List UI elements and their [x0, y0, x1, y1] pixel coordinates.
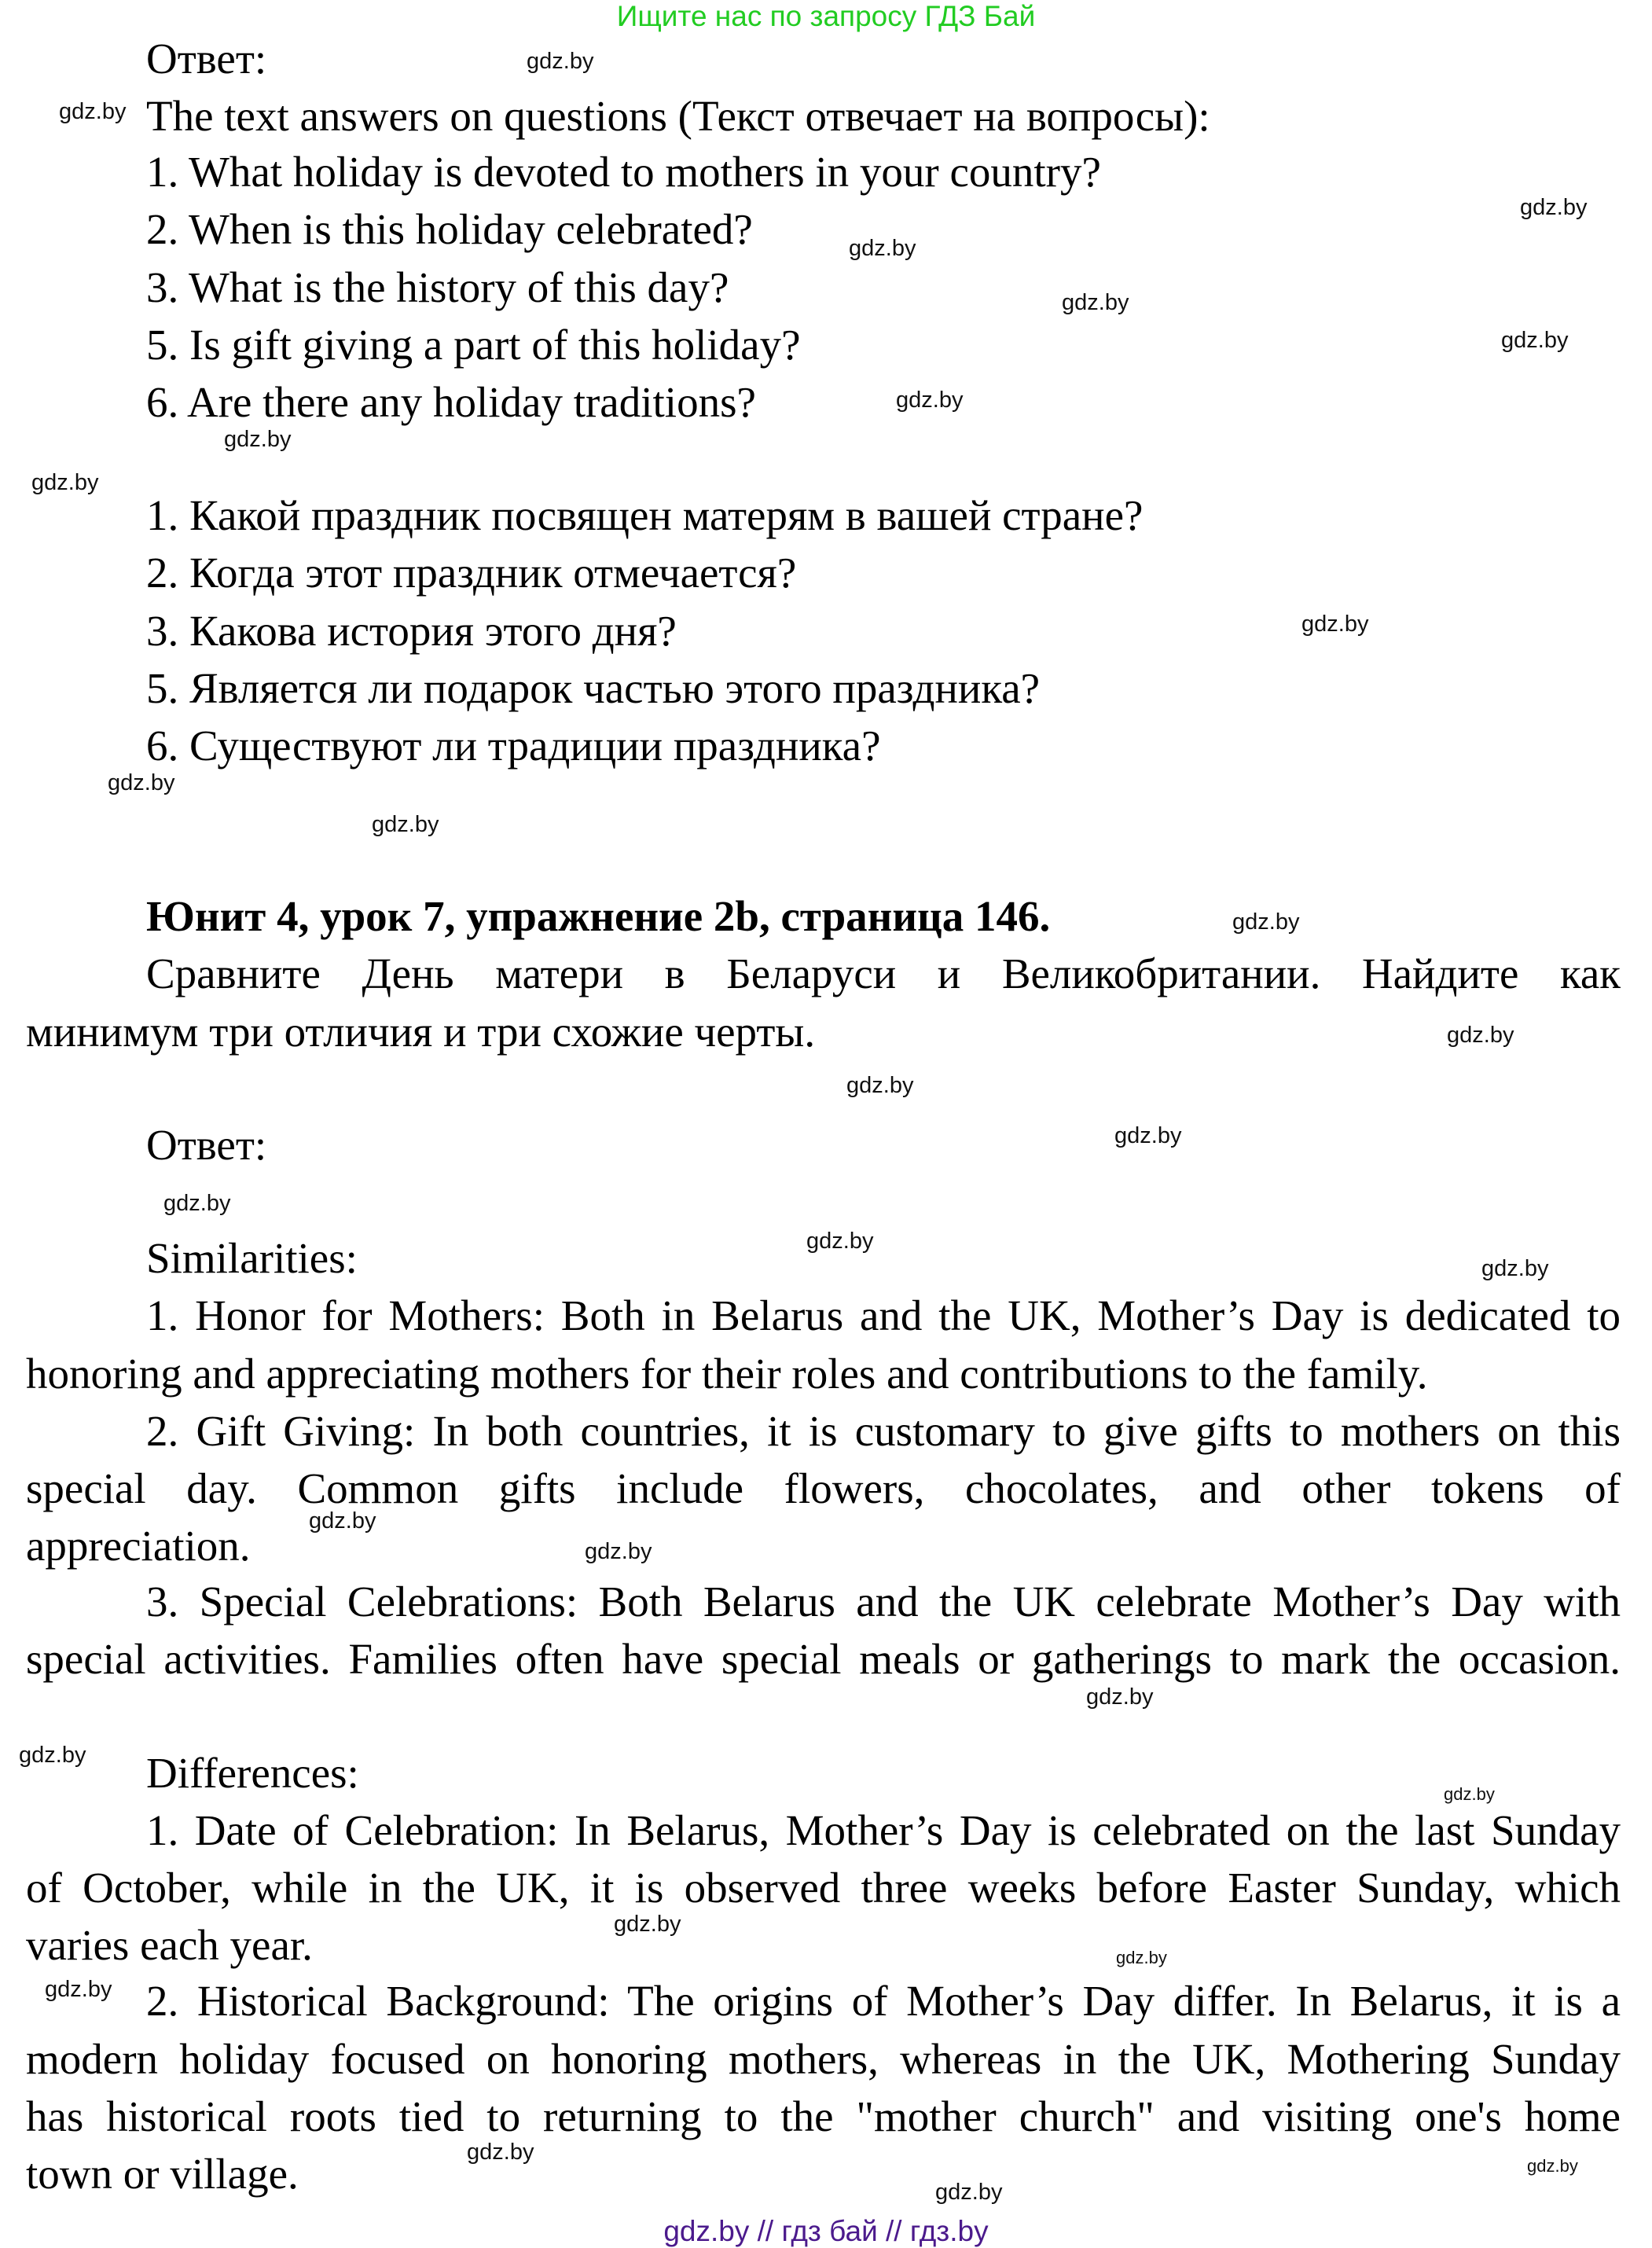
- watermark: gdz.by: [1232, 909, 1300, 935]
- watermark: gdz.by: [59, 99, 127, 124]
- question-en: 6. Are there any holiday traditions?: [146, 378, 756, 426]
- similarity-text: 1. Honor for Mothers: Both in Belarus and the UK, Mother’s Day is dedicated to: [146, 1291, 1621, 1339]
- watermark: gdz.by: [163, 1191, 231, 1216]
- similarity-text: 3. Special Celebrations: Both Belarus and the UK celebrate Mother’s Day with: [146, 1578, 1621, 1625]
- watermark: gdz.by: [1481, 1256, 1549, 1281]
- watermark: gdz.by: [846, 1073, 914, 1098]
- watermark: gdz.by: [896, 388, 964, 413]
- question-ru: 1. Какой праздник посвящен матерям в вашей стране?: [146, 491, 1144, 539]
- intro-text: The text answers on questions (Текст отвечает на вопросы):: [146, 92, 1210, 140]
- answer-label: Ответ:: [146, 35, 267, 83]
- difference-text: 2. Historical Background: The origins of Mother’s Day differ. In Belarus, it is a: [146, 1977, 1621, 2025]
- watermark: gdz.by: [585, 1539, 652, 1564]
- similarity-text: appreciation.: [26, 1522, 251, 1570]
- exercise-heading: Юнит 4, урок 7, упражнение 2b, страница 146.: [146, 892, 1051, 940]
- similarities-heading: Similarities:: [146, 1234, 358, 1282]
- question-ru: 6. Существуют ли традиции праздника?: [146, 722, 881, 770]
- watermark: gdz.by: [1086, 1684, 1154, 1710]
- watermark: gdz.by: [1444, 1784, 1495, 1804]
- watermark: gdz.by: [31, 470, 99, 495]
- question-ru: 5. Является ли подарок частью этого праздника?: [146, 664, 1041, 712]
- watermark: gdz.by: [806, 1229, 874, 1254]
- question-en: 1. What holiday is devoted to mothers in your country?: [146, 148, 1101, 196]
- watermark: gdz.by: [935, 2180, 1003, 2205]
- similarity-text: special day. Common gifts include flowers, chocolates, and other tokens of: [26, 1464, 1621, 1512]
- question-en: 3. What is the history of this day?: [146, 263, 729, 311]
- question-en: 5. Is gift giving a part of this holiday?: [146, 321, 801, 369]
- watermark: gdz.by: [224, 427, 292, 452]
- difference-text: modern holiday focused on honoring mothers, whereas in the UK, Mothering Sunday: [26, 2035, 1621, 2083]
- watermark: gdz.by: [1447, 1023, 1514, 1048]
- watermark: gdz.by: [1527, 2156, 1578, 2176]
- watermark: gdz.by: [372, 812, 439, 837]
- question-en: 2. When is this holiday celebrated?: [146, 205, 753, 253]
- watermark: gdz.by: [527, 49, 594, 74]
- similarity-text: 2. Gift Giving: In both countries, it is customary to give gifts to mothers on this: [146, 1407, 1621, 1455]
- watermark: gdz.by: [108, 770, 175, 795]
- answer-label: Ответ:: [146, 1121, 267, 1169]
- similarity-text: honoring and appreciating mothers for their roles and contributions to the family.: [26, 1350, 1428, 1398]
- similarity-text: special activities. Families often have special meals or gatherings to mark the occasion.: [26, 1635, 1621, 1683]
- watermark: gdz.by: [1520, 195, 1588, 220]
- task-text: Сравните День матери в Беларуси и Великобритании. Найдите как: [146, 950, 1621, 997]
- watermark: gdz.by: [1114, 1123, 1182, 1148]
- watermark: gdz.by: [1116, 1948, 1167, 1967]
- watermark: gdz.by: [1501, 328, 1569, 353]
- difference-text: of October, while in the UK, it is observed three weeks before Easter Sunday, which: [26, 1864, 1621, 1912]
- watermark: gdz.by: [467, 2140, 534, 2165]
- search-hint-banner: Ищите нас по запросу ГДЗ Бай: [616, 0, 1036, 32]
- difference-text: town or village.: [26, 2150, 299, 2198]
- site-links-footer[interactable]: gdz.by // гдз бай // гдз.by: [663, 2215, 989, 2247]
- watermark: gdz.by: [1301, 612, 1369, 637]
- watermark: gdz.by: [614, 1912, 681, 1937]
- differences-heading: Differences:: [146, 1749, 359, 1797]
- watermark: gdz.by: [1062, 290, 1129, 315]
- watermark: gdz.by: [849, 236, 916, 261]
- watermark: gdz.by: [19, 1743, 86, 1768]
- watermark: gdz.by: [309, 1508, 376, 1534]
- difference-text: varies each year.: [26, 1921, 313, 1969]
- difference-text: has historical roots tied to returning to the "mother church" and visiting one's home: [26, 2092, 1621, 2140]
- watermark: gdz.by: [45, 1977, 112, 2002]
- question-ru: 2. Когда этот праздник отмечается?: [146, 549, 797, 597]
- difference-text: 1. Date of Celebration: In Belarus, Mother’s Day is celebrated on the last Sunday: [146, 1806, 1621, 1854]
- task-text: минимум три отличия и три схожие черты.: [26, 1008, 816, 1056]
- question-ru: 3. Какова история этого дня?: [146, 607, 677, 655]
